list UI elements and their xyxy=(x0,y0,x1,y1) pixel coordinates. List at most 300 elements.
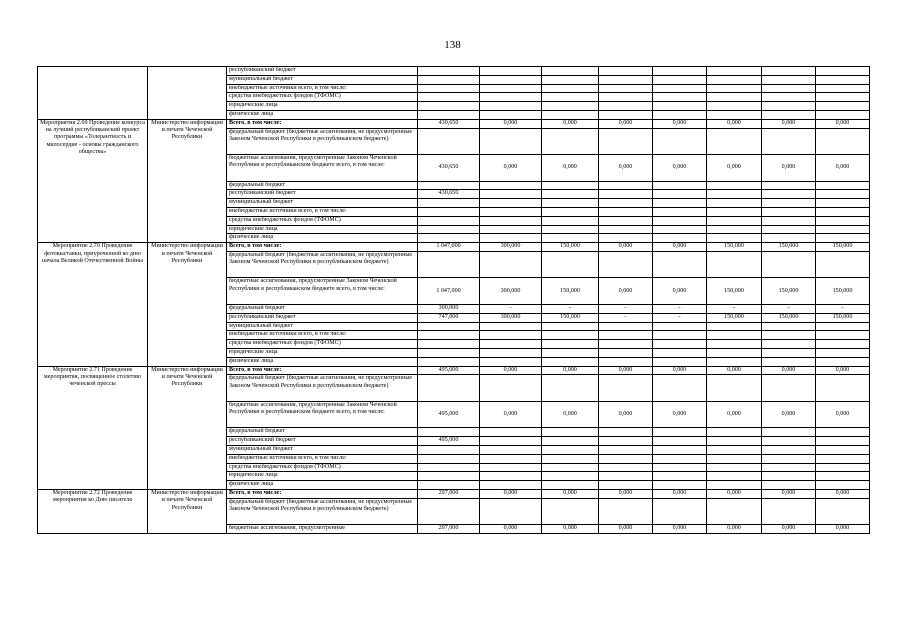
amount-cell xyxy=(653,67,707,76)
amount-cell xyxy=(418,375,480,402)
amount-cell xyxy=(707,234,762,243)
funding-source-cell: муниципальный бюджет xyxy=(227,322,418,331)
amount-cell xyxy=(762,454,816,463)
amount-cell: 150,000 xyxy=(542,313,599,322)
funding-source-cell: республиканский бюджет xyxy=(227,437,418,446)
amount-cell xyxy=(653,225,707,234)
amount-cell xyxy=(418,331,480,340)
amount-cell: 297,000 xyxy=(418,525,480,534)
amount-cell xyxy=(653,340,707,349)
amount-cell xyxy=(653,481,707,490)
amount-cell: 0,000 xyxy=(542,366,599,375)
amount-cell: - xyxy=(542,304,599,313)
amount-cell: 150,000 xyxy=(707,243,762,252)
amount-cell xyxy=(480,357,542,366)
amount-cell xyxy=(599,251,653,278)
amount-cell xyxy=(542,331,599,340)
funding-source-cell: средства внебюджетных фондов (ТФОМС) xyxy=(227,216,418,225)
amount-cell xyxy=(653,454,707,463)
amount-cell xyxy=(418,84,480,93)
amount-cell xyxy=(816,375,870,402)
amount-cell: 0,000 xyxy=(542,525,599,534)
amount-cell xyxy=(707,199,762,208)
amount-cell xyxy=(542,67,599,76)
funding-source-cell: бюджетные ассигнования, предусмотренные Законом Чеченской Республики в республиканском бюджете всего, в том числе: xyxy=(227,278,418,305)
amount-cell xyxy=(816,481,870,490)
amount-cell xyxy=(762,357,816,366)
amount-cell xyxy=(653,190,707,199)
amount-cell xyxy=(707,463,762,472)
funding-source-cell: Всего, в том числе: xyxy=(227,119,418,128)
amount-cell xyxy=(480,331,542,340)
amount-cell: 300,000 xyxy=(480,313,542,322)
amount-cell xyxy=(599,463,653,472)
amount-cell xyxy=(480,472,542,481)
table-row xyxy=(38,243,870,252)
amount-cell: 495,000 xyxy=(418,401,480,428)
amount-cell: 0,000 xyxy=(653,525,707,534)
amount-cell xyxy=(707,437,762,446)
amount-cell xyxy=(599,216,653,225)
amount-cell xyxy=(707,181,762,190)
amount-cell: 0,000 xyxy=(816,525,870,534)
amount-cell xyxy=(480,75,542,84)
amount-cell xyxy=(816,199,870,208)
executor-cell: Министерство информации и печати Чеченской Республики xyxy=(148,489,227,533)
amount-cell xyxy=(418,225,480,234)
amount-cell: 0,000 xyxy=(480,525,542,534)
amount-cell: 150,000 xyxy=(762,313,816,322)
funding-source-cell: Всего, в том числе: xyxy=(227,366,418,375)
amount-cell xyxy=(418,181,480,190)
amount-cell xyxy=(816,110,870,119)
amount-cell: 150,000 xyxy=(816,278,870,305)
amount-cell xyxy=(816,331,870,340)
amount-cell xyxy=(542,84,599,93)
amount-cell: 150,000 xyxy=(816,243,870,252)
amount-cell xyxy=(653,472,707,481)
amount-cell xyxy=(418,428,480,437)
amount-cell xyxy=(653,102,707,111)
amount-cell xyxy=(762,340,816,349)
amount-cell: - xyxy=(480,304,542,313)
amount-cell: 0,000 xyxy=(762,525,816,534)
funding-source-cell: физические лица xyxy=(227,110,418,119)
amount-cell xyxy=(418,498,480,525)
amount-cell xyxy=(480,190,542,199)
amount-cell: 0,000 xyxy=(480,489,542,498)
amount-cell xyxy=(707,190,762,199)
amount-cell: 150,000 xyxy=(707,278,762,305)
amount-cell xyxy=(653,437,707,446)
amount-cell: 0,000 xyxy=(542,119,599,128)
amount-cell xyxy=(418,75,480,84)
amount-cell xyxy=(418,102,480,111)
amount-cell xyxy=(762,216,816,225)
amount-cell xyxy=(599,357,653,366)
amount-cell xyxy=(762,190,816,199)
amount-cell xyxy=(418,357,480,366)
funding-source-cell: средства внебюджетных фондов (ТФОМС) xyxy=(227,340,418,349)
amount-cell xyxy=(762,375,816,402)
amount-cell xyxy=(480,102,542,111)
amount-cell xyxy=(599,348,653,357)
amount-cell xyxy=(707,84,762,93)
amount-cell xyxy=(707,93,762,102)
funding-source-cell: юридические лица xyxy=(227,348,418,357)
amount-cell xyxy=(816,437,870,446)
funding-source-cell: внебюджетные источники всего, в том числе: xyxy=(227,454,418,463)
amount-cell xyxy=(707,322,762,331)
amount-cell xyxy=(762,322,816,331)
amount-cell xyxy=(480,234,542,243)
amount-cell xyxy=(707,472,762,481)
amount-cell: 0,000 xyxy=(707,401,762,428)
amount-cell xyxy=(707,454,762,463)
amount-cell xyxy=(762,481,816,490)
amount-cell: 495,000 xyxy=(418,366,480,375)
amount-cell xyxy=(599,93,653,102)
funding-source-cell: муниципальный бюджет xyxy=(227,445,418,454)
amount-cell xyxy=(653,181,707,190)
page-number: 138 xyxy=(444,39,461,51)
amount-cell xyxy=(599,181,653,190)
amount-cell xyxy=(762,75,816,84)
amount-cell xyxy=(418,472,480,481)
funding-source-cell: юридические лица xyxy=(227,225,418,234)
amount-cell xyxy=(542,207,599,216)
funding-source-cell: федеральный бюджет xyxy=(227,181,418,190)
amount-cell xyxy=(707,357,762,366)
amount-cell xyxy=(480,207,542,216)
amount-cell xyxy=(418,199,480,208)
amount-cell xyxy=(653,234,707,243)
amount-cell: - xyxy=(653,304,707,313)
amount-cell xyxy=(418,481,480,490)
amount-cell xyxy=(480,110,542,119)
amount-cell xyxy=(816,225,870,234)
funding-source-cell: физические лица xyxy=(227,234,418,243)
amount-cell xyxy=(599,75,653,84)
amount-cell xyxy=(816,128,870,155)
amount-cell xyxy=(653,207,707,216)
amount-cell xyxy=(418,463,480,472)
amount-cell xyxy=(816,251,870,278)
amount-cell xyxy=(762,251,816,278)
event-name-cell: Мероприятие 2.70 Проведение фотовыставки, приуроченной ко дню начала Великой Отечественной Войны xyxy=(38,243,148,366)
amount-cell xyxy=(707,75,762,84)
executor-cell: Министерство информации и печати Чеченской Республики xyxy=(148,119,227,242)
amount-cell xyxy=(762,67,816,76)
amount-cell: 0,000 xyxy=(599,366,653,375)
amount-cell xyxy=(599,234,653,243)
amount-cell: 300,000 xyxy=(480,243,542,252)
amount-cell xyxy=(542,445,599,454)
amount-cell xyxy=(599,199,653,208)
funding-source-cell: республиканский бюджет xyxy=(227,313,418,322)
amount-cell xyxy=(816,322,870,331)
amount-cell: 430,650 xyxy=(418,190,480,199)
amount-cell xyxy=(542,128,599,155)
amount-cell: 0,000 xyxy=(707,366,762,375)
amount-cell xyxy=(762,498,816,525)
amount-cell xyxy=(816,234,870,243)
amount-cell xyxy=(599,331,653,340)
amount-cell: 0,000 xyxy=(599,119,653,128)
amount-cell xyxy=(816,454,870,463)
amount-cell xyxy=(542,463,599,472)
amount-cell: 0,000 xyxy=(707,525,762,534)
funding-source-cell: федеральный бюджет (бюджетные ассигнования, не предусмотренные Законом Чеченской Республики в республиканском бюджете) xyxy=(227,251,418,278)
amount-cell xyxy=(599,322,653,331)
amount-cell: 297,000 xyxy=(418,489,480,498)
amount-cell xyxy=(816,190,870,199)
amount-cell: 150,000 xyxy=(707,313,762,322)
amount-cell xyxy=(653,428,707,437)
amount-cell xyxy=(707,331,762,340)
amount-cell xyxy=(418,251,480,278)
amount-cell: 0,000 xyxy=(653,119,707,128)
amount-cell xyxy=(599,428,653,437)
amount-cell xyxy=(599,128,653,155)
amount-cell xyxy=(653,128,707,155)
amount-cell xyxy=(653,199,707,208)
amount-cell xyxy=(480,375,542,402)
amount-cell: 0,000 xyxy=(816,401,870,428)
amount-cell xyxy=(653,84,707,93)
amount-cell xyxy=(762,472,816,481)
table-row xyxy=(38,489,870,498)
amount-cell xyxy=(418,207,480,216)
amount-cell xyxy=(542,481,599,490)
amount-cell xyxy=(418,67,480,76)
amount-cell xyxy=(762,84,816,93)
table-row xyxy=(38,366,870,375)
amount-cell xyxy=(816,340,870,349)
amount-cell xyxy=(816,181,870,190)
amount-cell xyxy=(707,128,762,155)
amount-cell xyxy=(762,445,816,454)
amount-cell: 150,000 xyxy=(762,243,816,252)
amount-cell: 0,000 xyxy=(707,489,762,498)
amount-cell xyxy=(653,110,707,119)
amount-cell xyxy=(653,331,707,340)
funding-source-cell: федеральный бюджет xyxy=(227,304,418,313)
funding-source-cell: юридические лица xyxy=(227,472,418,481)
amount-cell xyxy=(599,84,653,93)
amount-cell: 150,000 xyxy=(542,278,599,305)
amount-cell xyxy=(816,428,870,437)
amount-cell xyxy=(480,340,542,349)
amount-cell: 0,000 xyxy=(762,366,816,375)
amount-cell: 0,000 xyxy=(816,489,870,498)
funding-source-cell: Всего, в том числе: xyxy=(227,489,418,498)
funding-source-cell: федеральный бюджет (бюджетные ассигнования, не предусмотренные Законом Чеченской Республики в республиканском бюджете) xyxy=(227,128,418,155)
funding-source-cell: внебюджетные источники всего, в том числе: xyxy=(227,331,418,340)
funding-source-cell: Всего, в том числе: xyxy=(227,243,418,252)
amount-cell xyxy=(653,216,707,225)
amount-cell xyxy=(599,375,653,402)
amount-cell: 0,000 xyxy=(480,401,542,428)
amount-cell: 0,000 xyxy=(762,155,816,182)
amount-cell: 0,000 xyxy=(599,489,653,498)
amount-cell: 0,000 xyxy=(599,401,653,428)
amount-cell xyxy=(599,481,653,490)
amount-cell xyxy=(542,199,599,208)
amount-cell xyxy=(418,110,480,119)
amount-cell: 430,650 xyxy=(418,155,480,182)
funding-source-cell: средства внебюджетных фондов (ТФОМС) xyxy=(227,93,418,102)
amount-cell: 0,000 xyxy=(599,278,653,305)
amount-cell xyxy=(542,216,599,225)
amount-cell: 747,000 xyxy=(418,313,480,322)
amount-cell xyxy=(816,207,870,216)
amount-cell xyxy=(418,234,480,243)
amount-cell xyxy=(542,251,599,278)
amount-cell xyxy=(542,340,599,349)
executor-cell xyxy=(148,67,227,120)
amount-cell: 1 047,000 xyxy=(418,243,480,252)
amount-cell xyxy=(480,498,542,525)
amount-cell xyxy=(707,110,762,119)
amount-cell xyxy=(762,199,816,208)
amount-cell xyxy=(542,93,599,102)
amount-cell xyxy=(816,463,870,472)
amount-cell: 0,000 xyxy=(653,243,707,252)
amount-cell xyxy=(599,67,653,76)
budget-table xyxy=(37,66,870,534)
amount-cell: 0,000 xyxy=(480,366,542,375)
amount-cell: 0,000 xyxy=(653,278,707,305)
amount-cell: - xyxy=(707,304,762,313)
amount-cell xyxy=(707,225,762,234)
event-name-cell: Мероприятие 2.72 Проведение мероприятия ко Дню писателя xyxy=(38,489,148,533)
amount-cell xyxy=(599,445,653,454)
amount-cell xyxy=(418,128,480,155)
amount-cell xyxy=(599,207,653,216)
amount-cell xyxy=(480,428,542,437)
amount-cell: 0,000 xyxy=(653,366,707,375)
amount-cell xyxy=(653,75,707,84)
amount-cell xyxy=(599,190,653,199)
funding-source-cell: муниципальный бюджет xyxy=(227,199,418,208)
amount-cell: 0,000 xyxy=(480,155,542,182)
amount-cell: 430,650 xyxy=(418,119,480,128)
amount-cell xyxy=(816,357,870,366)
amount-cell xyxy=(418,454,480,463)
amount-cell xyxy=(599,110,653,119)
amount-cell xyxy=(480,199,542,208)
amount-cell xyxy=(653,357,707,366)
amount-cell: - xyxy=(653,313,707,322)
amount-cell xyxy=(480,437,542,446)
amount-cell xyxy=(707,340,762,349)
amount-cell xyxy=(653,375,707,402)
amount-cell xyxy=(653,498,707,525)
amount-cell xyxy=(599,498,653,525)
amount-cell: 0,000 xyxy=(816,155,870,182)
amount-cell: 0,000 xyxy=(762,489,816,498)
funding-source-cell: бюджетные ассигнования, предусмотренные Законом Чеченской Республики в республиканском бюджете всего, в том числе: xyxy=(227,155,418,182)
amount-cell xyxy=(418,445,480,454)
table-body xyxy=(38,67,870,534)
amount-cell xyxy=(762,110,816,119)
funding-source-cell: средства внебюджетных фондов (ТФОМС) xyxy=(227,463,418,472)
amount-cell xyxy=(762,234,816,243)
executor-cell: Министерство информации и печати Чеченской Республики xyxy=(148,366,227,489)
amount-cell xyxy=(653,322,707,331)
amount-cell: 1 047,000 xyxy=(418,278,480,305)
amount-cell xyxy=(762,128,816,155)
funding-source-cell: федеральный бюджет (бюджетные ассигнования, не предусмотренные Законом Чеченской Республики в республиканском бюджете) xyxy=(227,375,418,402)
amount-cell xyxy=(542,102,599,111)
amount-cell xyxy=(707,348,762,357)
amount-cell: - xyxy=(599,304,653,313)
amount-cell xyxy=(599,340,653,349)
amount-cell: 0,000 xyxy=(707,119,762,128)
amount-cell xyxy=(480,67,542,76)
amount-cell xyxy=(653,463,707,472)
amount-cell xyxy=(707,251,762,278)
amount-cell xyxy=(480,181,542,190)
amount-cell xyxy=(480,93,542,102)
amount-cell xyxy=(762,428,816,437)
amount-cell xyxy=(542,498,599,525)
funding-source-cell: федеральный бюджет xyxy=(227,428,418,437)
amount-cell xyxy=(653,445,707,454)
amount-cell xyxy=(816,93,870,102)
amount-cell xyxy=(542,225,599,234)
amount-cell xyxy=(418,93,480,102)
amount-cell xyxy=(542,190,599,199)
amount-cell xyxy=(480,322,542,331)
amount-cell xyxy=(599,472,653,481)
amount-cell xyxy=(542,110,599,119)
amount-cell xyxy=(542,454,599,463)
amount-cell xyxy=(707,498,762,525)
funding-source-cell: бюджетные ассигнования, предусмотренные xyxy=(227,525,418,534)
amount-cell xyxy=(599,437,653,446)
amount-cell xyxy=(542,322,599,331)
amount-cell: 150,000 xyxy=(762,278,816,305)
amount-cell xyxy=(542,181,599,190)
amount-cell xyxy=(418,216,480,225)
amount-cell: 0,000 xyxy=(599,525,653,534)
amount-cell xyxy=(762,331,816,340)
amount-cell xyxy=(762,93,816,102)
amount-cell xyxy=(480,84,542,93)
funding-source-cell: юридические лица xyxy=(227,102,418,111)
amount-cell xyxy=(816,84,870,93)
amount-cell xyxy=(480,463,542,472)
amount-cell: 300,000 xyxy=(480,278,542,305)
amount-cell xyxy=(480,348,542,357)
amount-cell xyxy=(542,375,599,402)
amount-cell xyxy=(707,102,762,111)
amount-cell: 0,000 xyxy=(762,119,816,128)
amount-cell xyxy=(816,216,870,225)
amount-cell xyxy=(707,67,762,76)
amount-cell xyxy=(653,251,707,278)
amount-cell: 0,000 xyxy=(816,366,870,375)
table-row xyxy=(38,67,870,76)
amount-cell: 0,000 xyxy=(707,155,762,182)
amount-cell xyxy=(480,445,542,454)
amount-cell xyxy=(542,234,599,243)
amount-cell: 0,000 xyxy=(542,489,599,498)
amount-cell xyxy=(599,454,653,463)
amount-cell: - xyxy=(599,313,653,322)
